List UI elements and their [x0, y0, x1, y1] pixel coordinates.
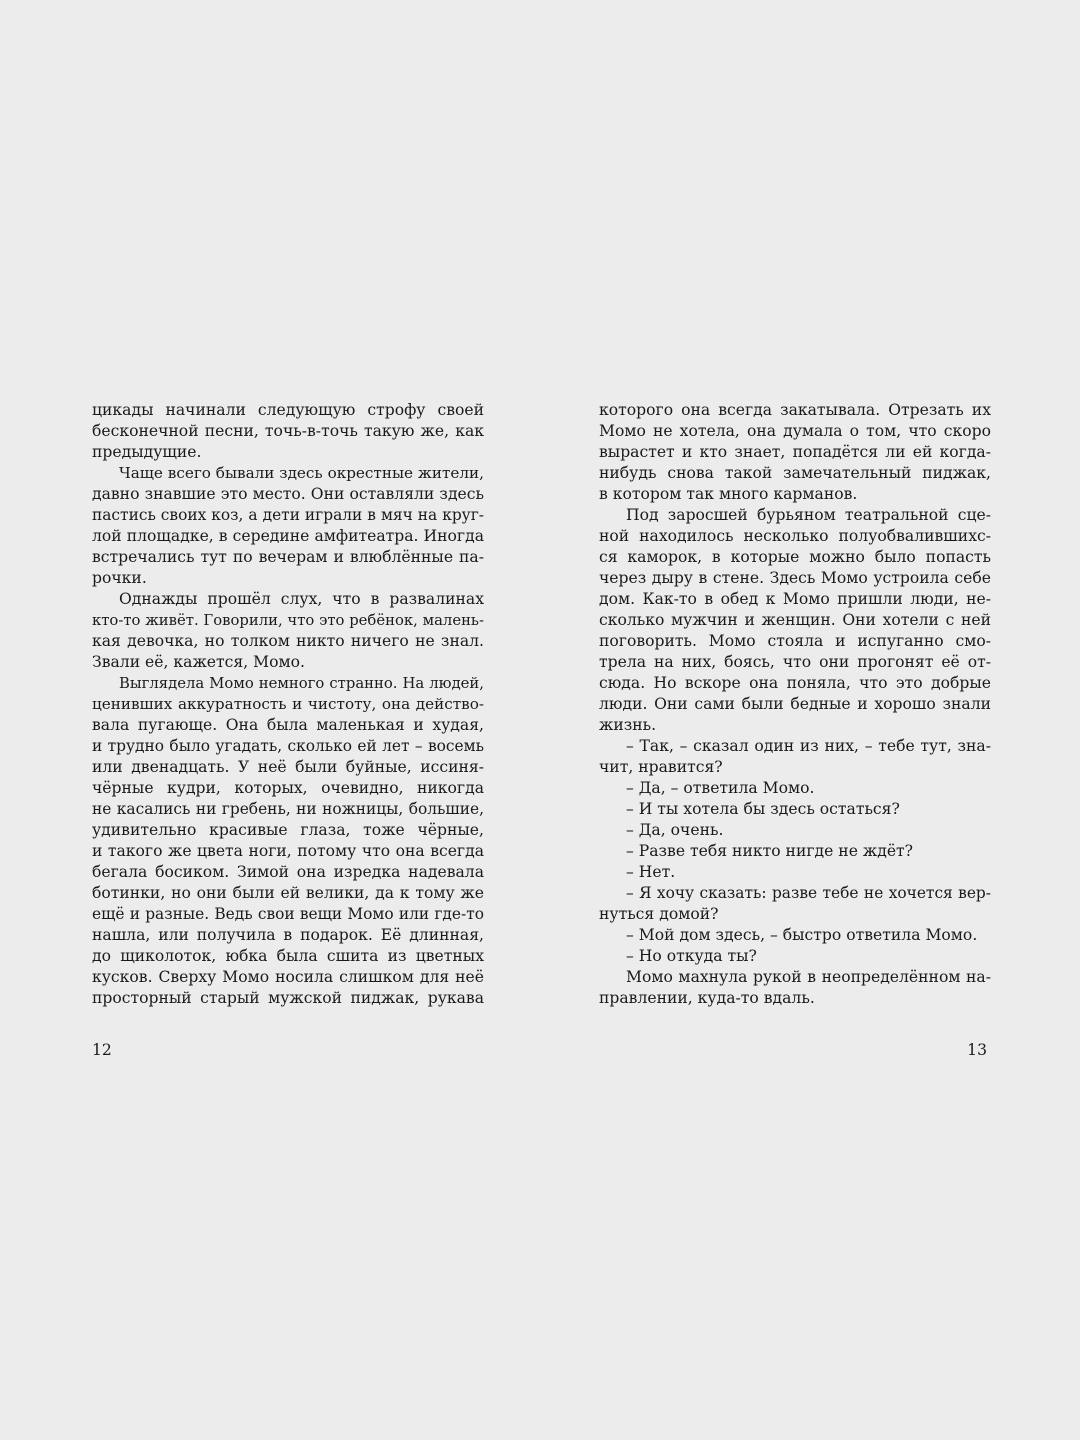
text-line: лой площадке, в середине амфитеатра. Иногда: [92, 527, 484, 545]
text-line: предыдущие.: [92, 443, 202, 461]
text-line: кто-то живёт. Говорили, что это ребёнок, малень-: [92, 612, 484, 629]
text-line: кусков. Сверху Момо носила слишком для неё: [92, 968, 484, 986]
text-line: пастись своих коз, а дети играли в мяч на круг-: [92, 506, 484, 524]
text-line: – Мой дом здесь, – быстро ответила Момо.: [626, 926, 978, 944]
text-line: поговорить. Момо стояла и испуганно смо-: [599, 632, 991, 650]
text-line: вырастет и кто знает, попадётся ли ей когда-: [599, 443, 991, 461]
text-line: – Разве тебя никто нигде не ждёт?: [626, 842, 914, 860]
text-line: – Так, – сказал один из них, – тебе тут, зна-: [626, 737, 991, 755]
text-line: Однажды прошёл слух, что в развалинах: [119, 590, 484, 608]
left-page-number: 12: [92, 1041, 112, 1059]
text-line: удивительно красивые глаза, тоже чёрные,: [92, 821, 484, 839]
text-line: которого она всегда закатывала. Отрезать их: [599, 401, 991, 419]
text-line: ся каморок, в которые можно было попасть: [599, 548, 991, 566]
text-line: ценивших аккуратность и чистоту, она действо-: [92, 695, 484, 713]
text-line: Момо махнула рукой в неопределённом на-: [626, 968, 991, 986]
text-line: – Да, – ответила Момо.: [626, 779, 815, 797]
text-line: цикады начинали следующую строфу своей: [92, 401, 484, 419]
text-line: – Но откуда ты?: [626, 947, 757, 965]
text-line: Момо не хотела, она думала о том, что скоро: [599, 422, 991, 440]
text-line: просторный старый мужской пиджак, рукава: [92, 989, 484, 1007]
text-line: через дыру в стене. Здесь Момо устроила себе: [599, 569, 991, 587]
text-line: нашла, или получила в подарок. Её длинная,: [92, 926, 484, 944]
text-line: – Да, очень.: [626, 821, 724, 839]
right-page-text: [599, 400, 991, 1009]
text-line: или двенадцать. У неё были буйные, иссиня-: [92, 758, 484, 776]
text-line: рочки.: [92, 569, 147, 587]
text-line: трела на них, боясь, что они прогонят её от-: [599, 653, 991, 671]
right-page: [540, 0, 1080, 1440]
text-line: правлении, куда-то вдаль.: [599, 989, 815, 1007]
text-line: бесконечной песни, точь-в-точь такую же, как: [92, 422, 484, 440]
text-line: давно знавшие это место. Они оставляли здесь: [92, 485, 484, 503]
text-line: сюда. Но вскоре она поняла, что это добрые: [599, 674, 991, 692]
text-line: жизнь.: [599, 716, 657, 734]
text-line: Выглядела Момо немного странно. На людей,: [119, 675, 484, 692]
text-line: не касались ни гребень, ни ножницы, большие,: [92, 800, 484, 818]
text-line: Звали её, кажется, Момо.: [92, 653, 305, 671]
right-page-number: 13: [967, 1041, 987, 1059]
text-line: ещё и разные. Ведь свои вещи Момо или где-то: [92, 905, 484, 923]
text-line: сколько мужчин и женщин. Они хотели с ней: [599, 611, 991, 629]
text-line: встречались тут по вечерам и влюблённые па-: [92, 548, 484, 566]
text-line: вала пугающе. Она была маленькая и худая,: [92, 716, 484, 734]
left-page-text: [92, 400, 484, 1009]
text-line: и такого же цвета ноги, потому что она всегда: [92, 842, 484, 860]
text-line: дом. Как-то в обед к Момо пришли люди, не-: [599, 590, 991, 608]
text-line: в котором так много карманов.: [599, 485, 858, 503]
text-line: чёрные кудри, которых, очевидно, никогда: [92, 779, 484, 797]
text-line: – Я хочу сказать: разве тебе не хочется вер-: [626, 884, 991, 902]
text-line: нибудь снова такой замечательный пиджак,: [599, 464, 991, 482]
text-line: до щиколоток, юбка была сшита из цветных: [92, 947, 484, 965]
text-line: Чаще всего бывали здесь окрестные жители,: [119, 464, 484, 482]
text-line: бегала босиком. Зимой она изредка надевала: [92, 863, 484, 881]
text-line: ботинки, но они были ей велики, да к тому же: [92, 884, 484, 902]
text-line: чит, нравится?: [599, 758, 723, 776]
text-line: – Нет.: [626, 863, 676, 881]
text-line: Под заросшей бурьяном театральной сце-: [626, 506, 991, 524]
text-line: – И ты хотела бы здесь остаться?: [626, 800, 900, 818]
text-line: и трудно было угадать, сколько ей лет – восемь: [92, 737, 484, 755]
text-line: нуться домой?: [599, 905, 719, 923]
text-line: ной находилось несколько полуобвалившихс-: [599, 527, 991, 545]
text-line: кая девочка, но толком никто ничего не знал.: [92, 632, 484, 650]
text-line: люди. Они сами были бедные и хорошо знали: [599, 695, 991, 713]
